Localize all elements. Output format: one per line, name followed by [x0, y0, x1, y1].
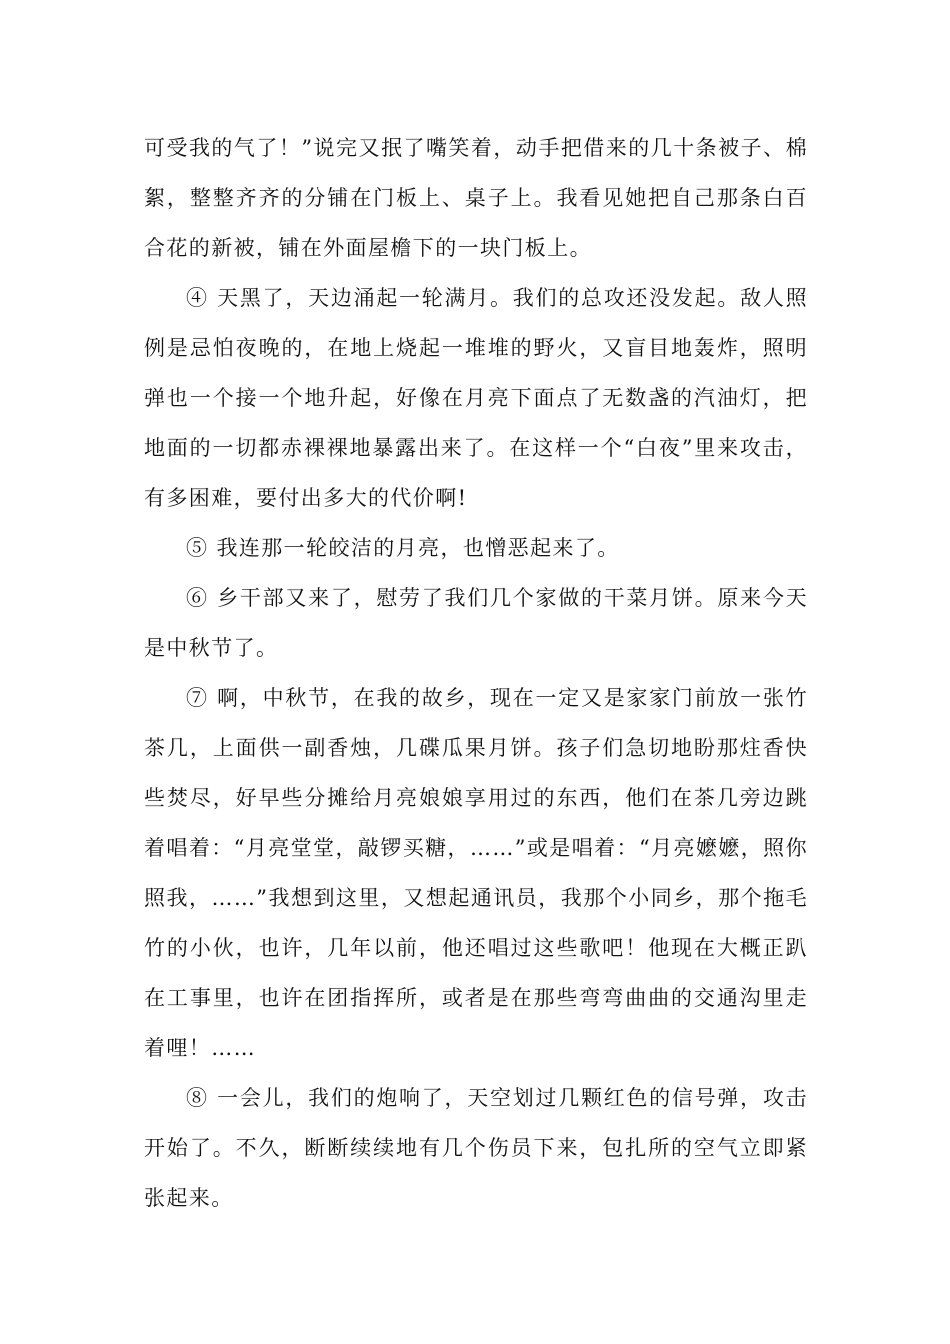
paragraph-7: ⑦ 啊，中秋节，在我的故乡，现在一定又是家家门前放一张竹茶几，上面供一副香烛，几碟瓜果月饼。孩子们急切地盼那炷香快些焚尽，好早些分摊给月亮娘娘享用过的东西，他们在茶几旁边跳着唱着：“月亮堂堂，敲锣买糖，……”或是唱着：“月亮嬷嬷，照你照我，……”我想到这里，又想起通讯员，我那个小同乡，那个拖毛竹的小伙，也许，几年以前，他还唱过这些歌吧！他现在大概正趴在工事里，也许在团指挥所，或者是在那些弯弯曲曲的交通沟里走着哩！…… [144, 686, 808, 1060]
paragraph-8: ⑧ 一会儿，我们的炮响了，天空划过几颗红色的信号弹，攻击开始了。不久，断断续续地有几个伤员下来，包扎所的空气立即紧张起来。 [144, 1086, 808, 1210]
paragraph-4: ④ 天黑了，天边涌起一轮满月。我们的总攻还没发起。敌人照例是忌怕夜晚的，在地上烧起一堆堆的野火，又盲目地轰炸，照明弹也一个接一个地升起，好像在月亮下面点了无数盏的汽油灯，把地面的一切都赤裸裸地暴露出来了。在这样一个“白夜”里来攻击，有多困难，要付出多大的代价啊! [144, 286, 808, 510]
paragraph-continued: 可受我的气了！”说完又抿了嘴笑着，动手把借来的几十条被子、棉絮，整整齐齐的分铺在门板上、桌子上。我看见她把自己那条白百合花的新被，铺在外面屋檐下的一块门板上。 [144, 136, 808, 260]
paragraph-5: ⑤ 我连那一轮皎洁的月亮，也憎恶起来了。 [186, 536, 620, 560]
document-body [144, 123, 808, 1223]
paragraph-6: ⑥ 乡干部又来了，慰劳了我们几个家做的干菜月饼。原来今天是中秋节了。 [144, 586, 808, 660]
